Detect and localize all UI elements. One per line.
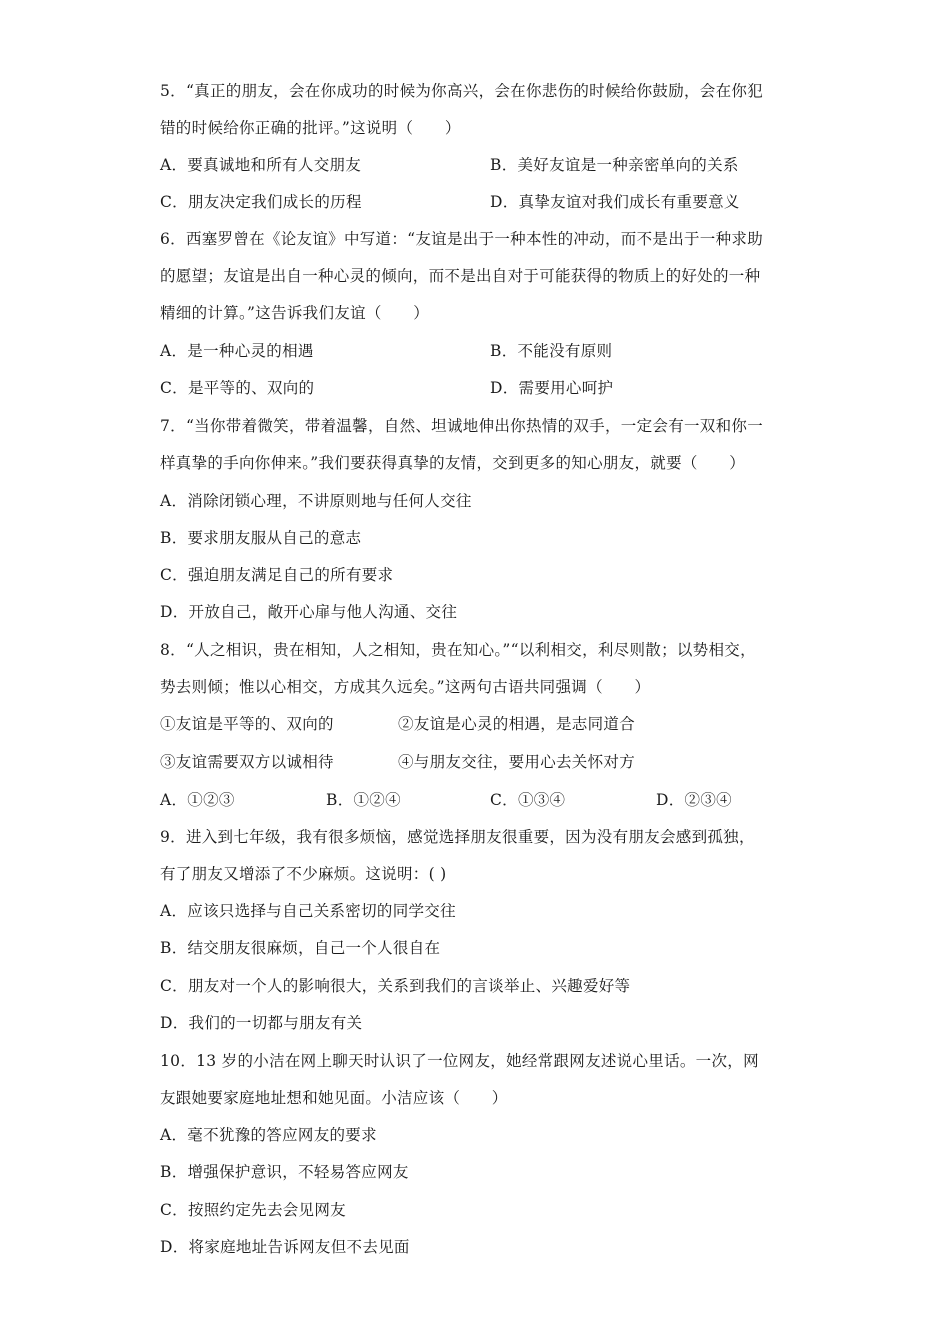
q5-option-d: D．真挚友谊对我们成长有重要意义 (490, 193, 740, 211)
q5-stem-line-1: 5．“真正的朋友，会在你成功的时候为你高兴，会在你悲伤的时候给你鼓励，会在你犯 (160, 82, 763, 100)
q10-option-d: D．将家庭地址告诉网友但不去见面 (160, 1238, 410, 1256)
q8-stem-line-2: 势去则倾；惟以心相交，方成其久远矣。”这两句古语共同强调（ ） (160, 678, 651, 696)
q7-option-c: C．强迫朋友满足自己的所有要求 (160, 566, 394, 584)
q8-statement-3: ③友谊需要双方以诚相待 (160, 753, 334, 771)
q8-statement-1: ①友谊是平等的、双向的 (160, 715, 334, 733)
q5-option-a: A．要真诚地和所有人交朋友 (160, 156, 362, 174)
q8-option-b: B．①②④ (326, 791, 401, 809)
q8-option-c: C．①③④ (490, 791, 566, 809)
q8-statement-4: ④与朋友交往，要用心去关怀对方 (398, 753, 636, 771)
q10-option-c: C．按照约定先去会见网友 (160, 1201, 346, 1219)
q10-option-b: B．增强保护意识，不轻易答应网友 (160, 1163, 409, 1181)
q5-option-b: B．美好友谊是一种亲密单向的关系 (490, 156, 739, 174)
q8-stem-line-1: 8．“人之相识，贵在相知，人之相知，贵在知心。”“以利相交，利尽则散；以势相交， (160, 641, 756, 659)
q7-option-d: D．开放自己，敞开心扉与他人沟通、交往 (160, 603, 458, 621)
q6-option-d: D．需要用心呵护 (490, 379, 614, 397)
q6-option-b: B．不能没有原则 (490, 342, 613, 360)
q5-stem-line-2: 错的时候给你正确的批评。”这说明（ ） (160, 119, 461, 137)
q6-option-a: A．是一种心灵的相遇 (160, 342, 314, 360)
q9-option-a: A．应该只选择与自己关系密切的同学交往 (160, 902, 456, 920)
q7-stem-line-1: 7．“当你带着微笑，带着温馨，自然、坦诚地伸出你热情的双手，一定会有一双和你一 (160, 417, 763, 435)
q9-option-b: B．结交朋友很麻烦，自己一个人很自在 (160, 939, 441, 957)
q8-option-a: A．①②③ (160, 791, 235, 809)
q9-stem-line-1: 9．进入到七年级，我有很多烦恼，感觉选择朋友很重要，因为没有朋友会感到孤独， (160, 828, 755, 846)
q9-stem-line-2: 有了朋友又增添了不少麻烦。这说明：( ) (160, 865, 447, 883)
q10-stem-line-2: 友跟她要家庭地址想和她见面。小洁应该（ ） (160, 1089, 508, 1107)
q6-stem-line-1: 6．西塞罗曾在《论友谊》中写道：“友谊是出于一种本性的冲动，而不是出于一种求助 (160, 230, 763, 248)
q10-stem-line-1: 10．13 岁的小洁在网上聊天时认识了一位网友，她经常跟网友述说心里话。一次，网 (160, 1052, 759, 1070)
q10-option-a: A．毫不犹豫的答应网友的要求 (160, 1126, 377, 1144)
q7-stem-line-2: 样真挚的手向你伸来。”我们要获得真挚的友情，交到更多的知心朋友，就要（ ） (160, 454, 746, 472)
q9-option-d: D．我们的一切都与朋友有关 (160, 1014, 363, 1032)
q8-option-d: D．②③④ (656, 791, 732, 809)
q6-stem-line-3: 精细的计算。”这告诉我们友谊（ ） (160, 304, 430, 322)
q7-option-a: A．消除闭锁心理，不讲原则地与任何人交往 (160, 492, 472, 510)
q6-option-c: C．是平等的、双向的 (160, 379, 315, 397)
q8-statement-2: ②友谊是心灵的相遇，是志同道合 (398, 715, 636, 733)
q5-option-c: C．朋友决定我们成长的历程 (160, 193, 362, 211)
q6-stem-line-2: 的愿望；友谊是出自一种心灵的倾向，而不是出自对于可能获得的物质上的好处的一种 (160, 267, 761, 285)
q9-option-c: C．朋友对一个人的影响很大，关系到我们的言谈举止、兴趣爱好等 (160, 977, 631, 995)
q7-option-b: B．要求朋友服从自己的意志 (160, 529, 362, 547)
